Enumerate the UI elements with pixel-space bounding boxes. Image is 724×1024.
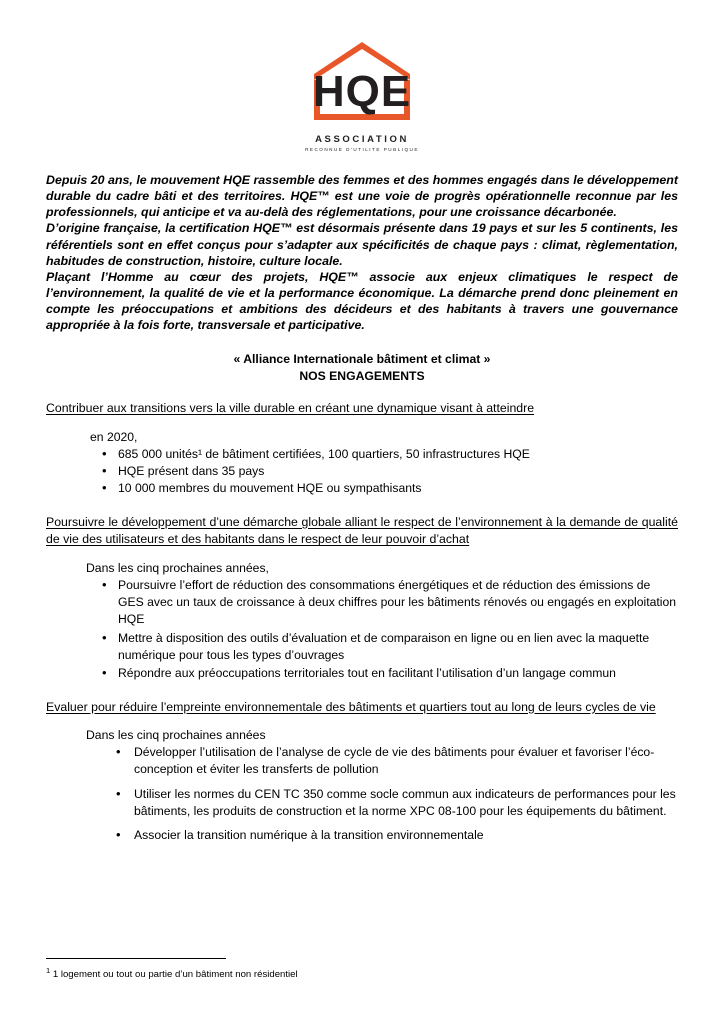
list-item: • Répondre aux préoccupations territoriales tout en facilitant l’utilisation d’un langage commun [118,665,678,682]
list-item: • HQE présent dans 35 pays [118,463,678,480]
list-item: • 10 000 membres du mouvement HQE ou sympathisants [118,480,678,497]
section-3-heading: Evaluer pour réduire l’empreinte environnementale des bâtiments et quartiers tout au long de leurs cycles de vie [46,699,656,714]
section-2-heading: Poursuivre le développement d’une démarche globale alliant le respect de l’environnement à la demande de qualité de vie des utilisateurs et des habitants dans le respect de leur pouvoir d’achat [46,514,678,547]
section-2-lead-in: Dans les cinq prochaines années, [86,560,269,575]
center-heading [46,351,678,384]
hqe-logo-mark [302,36,422,132]
logo-tagline: RECONNUE D'UTILITE PUBLIQUE [305,147,419,152]
footnote-marker: 1 [46,966,51,976]
list-item: • Poursuivre l’effort de réduction des consommations énergétiques et de réduction des émissions de GES avec un taux de croissance à deux chiffres pour les bâtiments rénovés ou engagés en exploitation HQE [118,577,678,629]
section-3-lead-in: Dans les cinq prochaines années [86,727,266,742]
svg-text:HQE: HQE [312,67,412,116]
footnote-text: 1 logement ou tout ou partie d’un bâtiment non résidentiel [52,969,298,981]
list-item: • Mettre à disposition des outils d’évaluation et de comparaison en ligne ou en lien avec la maquette numérique pour tous les types d’ouvrages [118,630,678,665]
intro-paragraph-2: D’origine française, la certification HQE™ est désormais présente dans 19 pays et sur les 5 continents, les référentiels sont en effet conçus pour s’adapter aux spécificités de chaque pays : climat, règlementation, habitudes de construction, histoire, culture locale. [46,221,678,268]
list-item: • Développer l’utilisation de l’analyse de cycle de vie des bâtiments pour évaluer et favoriser l’éco-conception et éviter les transferts de pollution [134,744,678,779]
section-1-lead-in: en 2020, [90,429,138,444]
list-item: • Utiliser les normes du CEN TC 350 comme socle commun aux indicateurs de performances pour les bâtiments, les produits de construction et la norme XPC 08-100 pour les équipements du bâtiment. [134,786,678,821]
hqe-logo [46,36,678,152]
logo-association-label: ASSOCIATION [315,134,409,145]
footnote-divider [46,958,226,959]
intro-paragraph-3: Plaçant l’Homme au cœur des projets, HQE™ associe aux enjeux climatiques le respect de l’environnement, la qualité de vie et la performance économique. La démarche prend donc pleinement en compte les préoccupations et ambitions des décideurs et des habitants à travers une gouvernance appropriée à la fois forte, transversale et participative. [46,269,678,333]
intro-block [46,172,678,333]
section-1-heading: Contribuer aux transitions vers la ville durable en créant une dynamique visant à atteindre [46,401,535,416]
section-1-bullets [46,446,678,498]
section-3-bullets [46,744,678,845]
footnote [46,966,678,982]
intro-paragraph-1: Depuis 20 ans, le mouvement HQE rassemble des femmes et des hommes engagés dans le développement durable du cadre bâti et des territoires. HQE™ est une voie de progrès opérationnelle reconnue par les professionnels, qui anticipe et va au-delà des réglementations, pour une croissance décarbonée. [46,173,678,220]
footnote-area [46,958,678,982]
list-item: • 685 000 unités¹ de bâtiment certifiées, 100 quartiers, 50 infrastructures HQE [118,446,678,463]
center-heading-line-2: NOS ENGAGEMENTS [299,368,425,383]
section-2-bullets [46,577,678,683]
center-heading-line-1: « Alliance Internationale bâtiment et climat » [233,352,491,367]
list-item: • Associer la transition numérique à la transition environnementale [134,827,678,844]
